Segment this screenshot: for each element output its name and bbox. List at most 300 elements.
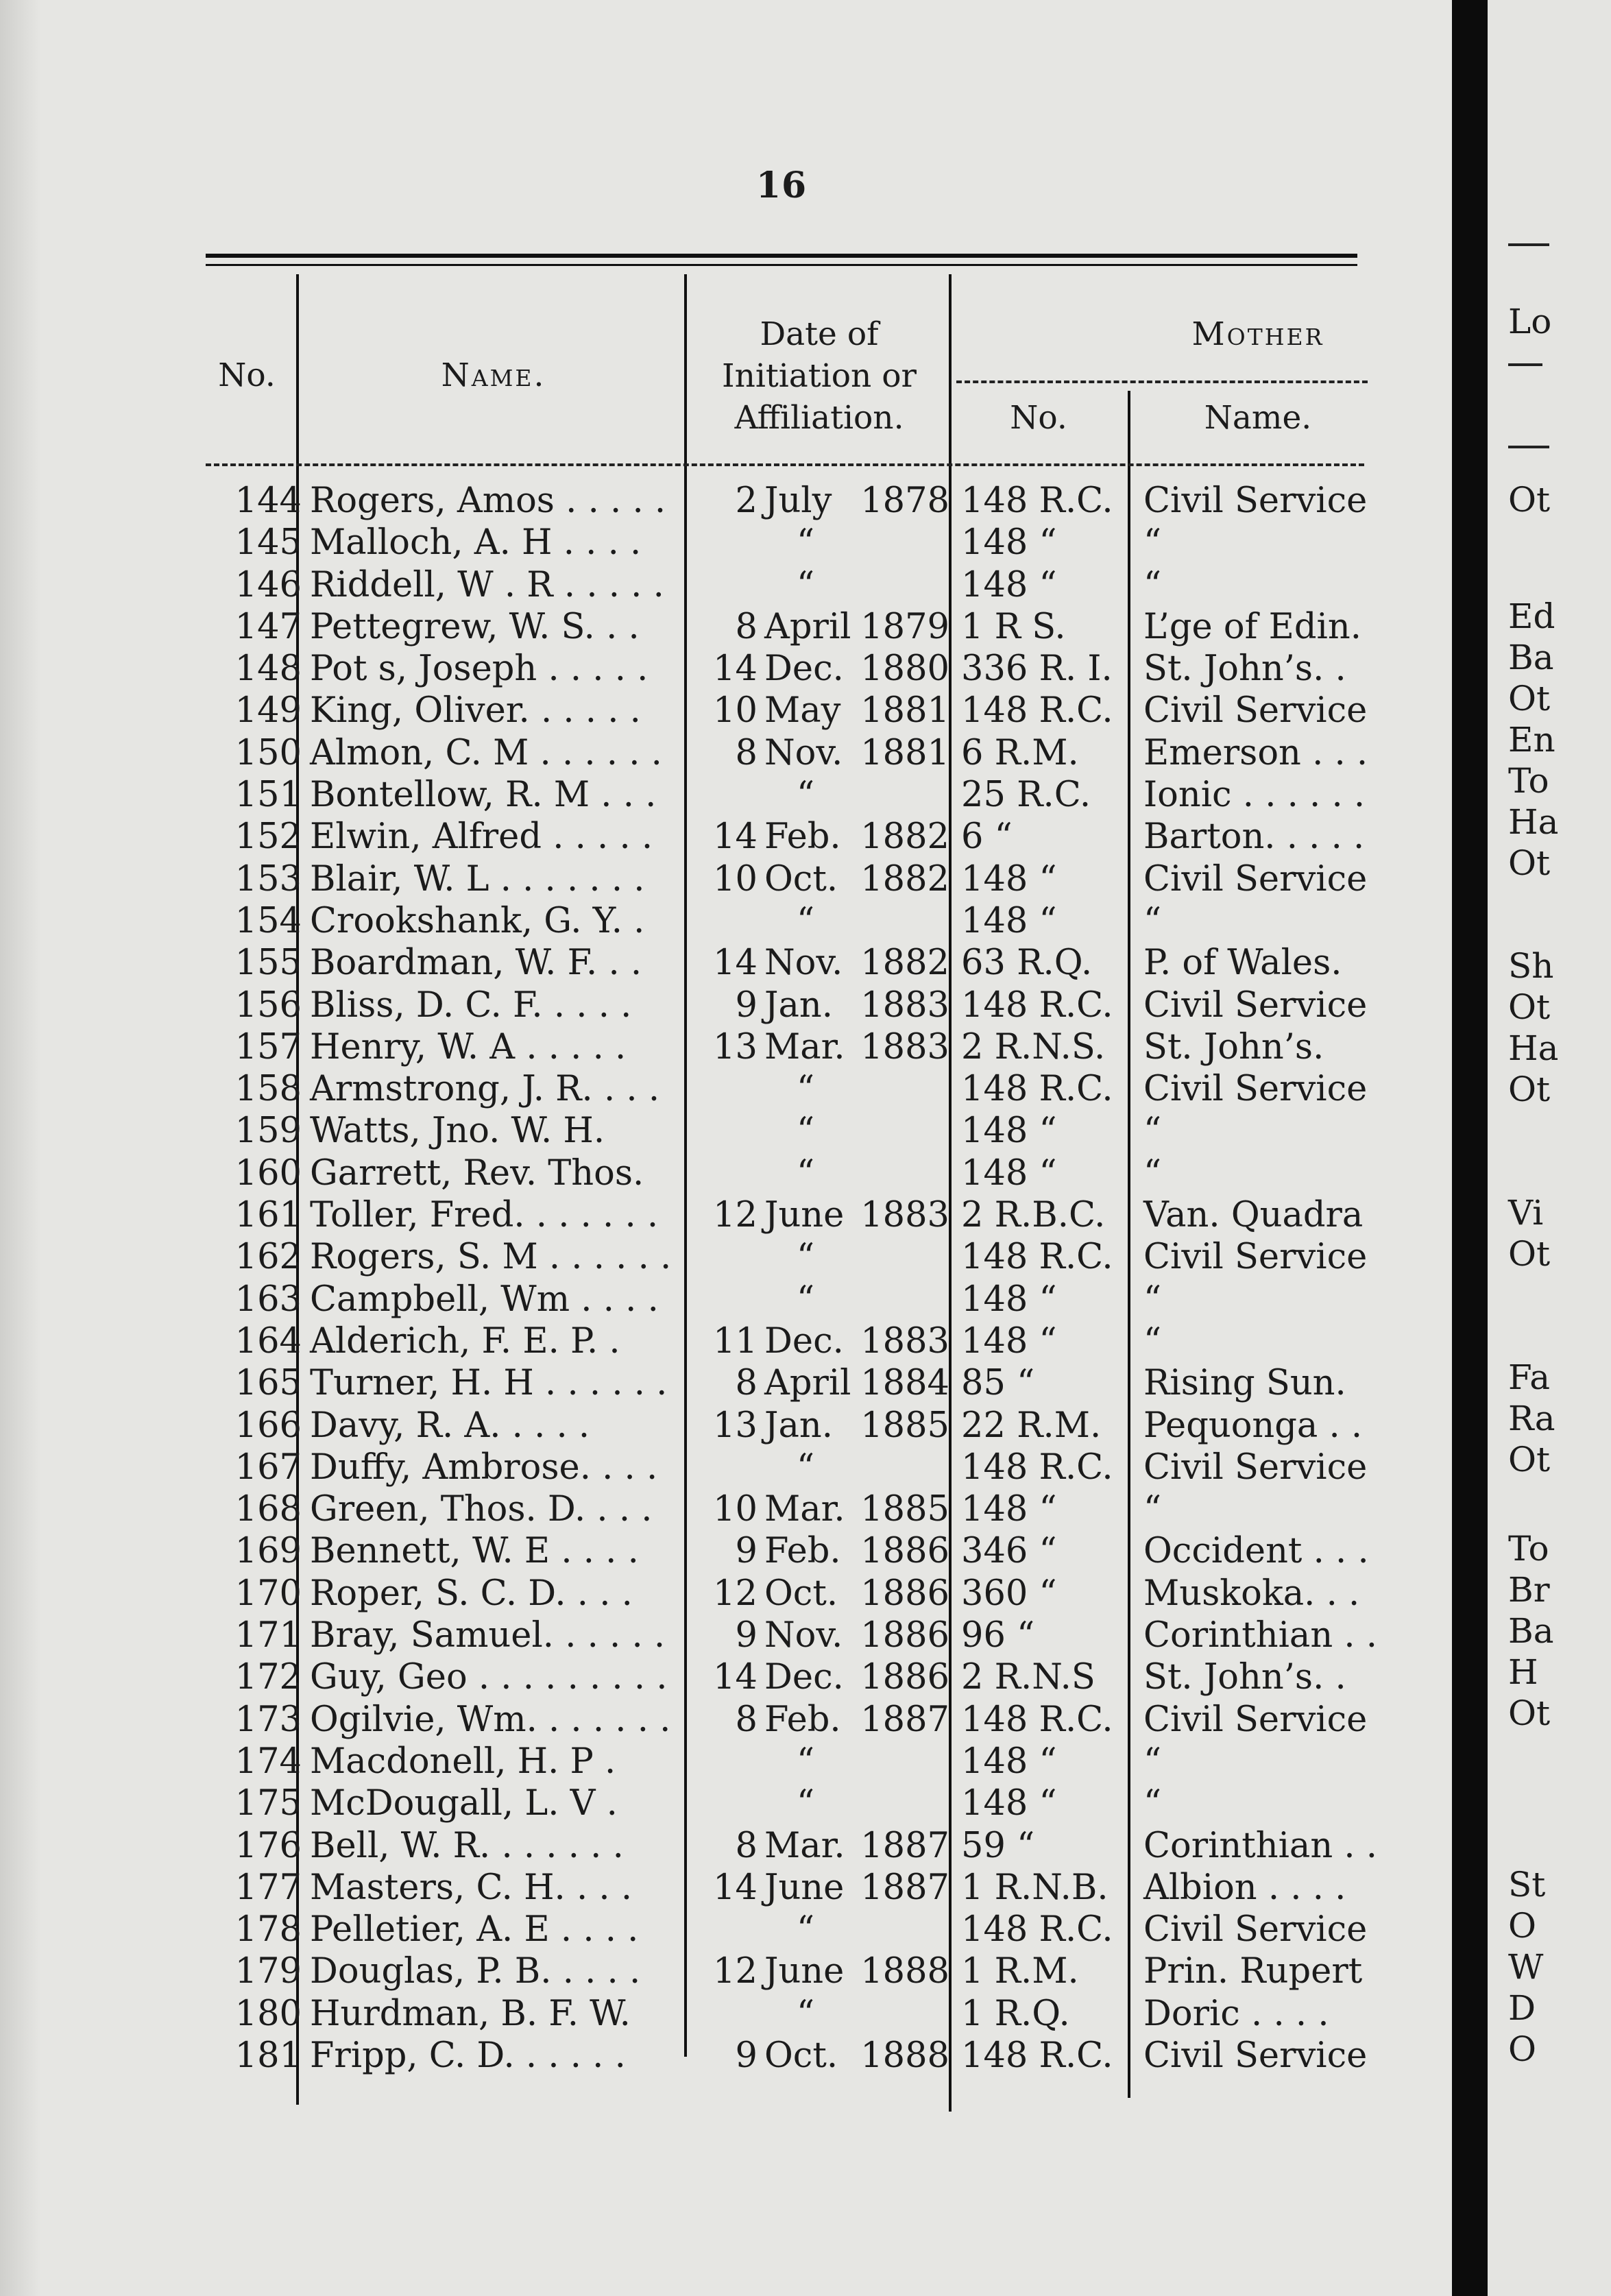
table-row <box>0 1909 1452 1950</box>
facing-page-fragment: Ot <box>1508 843 1551 883</box>
member-number: 169 <box>234 1531 302 1572</box>
member-name: Bell, W. R. . . . . . . <box>310 1825 624 1866</box>
initiation-month: July <box>764 481 832 521</box>
member-name: King, Oliver. . . . . . <box>310 690 641 732</box>
member-name: Green, Thos. D. . . . <box>310 1489 653 1530</box>
initiation-month: Nov. <box>764 943 843 984</box>
initiation-year: 1887 <box>860 1699 949 1740</box>
initiation-year: 1888 <box>860 2035 949 2076</box>
header-date-line2: Initiation or <box>722 357 917 395</box>
mother-lodge-number: 148 R.C. <box>961 690 1113 732</box>
header-name: Name. <box>441 357 546 394</box>
initiation-day: 11 <box>713 1320 758 1362</box>
initiation-year: 1888 <box>860 1951 949 1992</box>
member-name: Rogers, S. M . . . . . . <box>310 1237 672 1278</box>
member-name: Almon, C. M . . . . . . <box>310 732 662 773</box>
mother-lodge-number: 336 R. I. <box>961 649 1113 690</box>
member-name: Hurdman, B. F. W. <box>310 1993 631 2034</box>
mother-lodge-number: 148 “ <box>961 522 1057 564</box>
facing-page-fragment: Ot <box>1508 1070 1551 1109</box>
initiation-day: 14 <box>713 649 758 690</box>
initiation-month: “ <box>796 1993 815 2034</box>
table-row <box>0 2035 1452 2077</box>
initiation-month: June <box>764 1195 845 1236</box>
initiation-month: Oct. <box>764 858 838 899</box>
member-number: 174 <box>234 1741 302 1782</box>
mother-lodge-number: 148 “ <box>961 1489 1057 1530</box>
initiation-month: “ <box>796 564 815 605</box>
facing-page <box>1488 0 1611 2296</box>
member-name: Crookshank, G. Y. . <box>310 900 645 941</box>
member-number: 149 <box>234 690 302 732</box>
member-number: 162 <box>234 1237 302 1278</box>
facing-page-fragment: To <box>1508 1529 1549 1569</box>
member-number: 175 <box>234 1783 302 1824</box>
mother-lodge-number: 85 “ <box>961 1363 1035 1404</box>
member-number: 156 <box>234 984 302 1026</box>
member-name: Armstrong, J. R. . . . <box>310 1069 660 1110</box>
member-number: 147 <box>234 606 302 647</box>
header-mother-rule <box>956 380 1368 383</box>
mother-lodge-name: Civil Service <box>1143 1909 1368 1950</box>
mother-lodge-name: Ionic . . . . . . <box>1143 775 1366 816</box>
table-row <box>0 1950 1452 1992</box>
member-name: Turner, H. H . . . . . . <box>310 1363 668 1404</box>
member-number: 155 <box>234 943 302 984</box>
initiation-day: 9 <box>735 2035 758 2076</box>
table-row <box>0 1699 1452 1741</box>
mother-lodge-name: “ <box>1143 1279 1162 1320</box>
table-row <box>0 1362 1452 1404</box>
initiation-year: 1878 <box>860 481 949 521</box>
mother-lodge-number: 22 R.M. <box>961 1405 1102 1446</box>
mother-lodge-number: 2 R.N.S. <box>961 1026 1106 1067</box>
member-name: McDougall, L. V . <box>310 1783 618 1824</box>
initiation-month: Nov. <box>764 1615 843 1656</box>
initiation-month: Feb. <box>764 817 841 858</box>
initiation-month: “ <box>796 1237 815 1278</box>
member-number: 172 <box>234 1657 302 1698</box>
mother-lodge-number: 148 “ <box>961 1111 1057 1152</box>
mother-lodge-number: 148 “ <box>961 1279 1057 1320</box>
initiation-month: April <box>764 606 851 647</box>
table-row <box>0 564 1452 606</box>
table-row <box>0 1194 1452 1236</box>
table-row <box>0 1867 1452 1909</box>
initiation-day: 14 <box>713 817 758 858</box>
initiation-day: 10 <box>713 1489 758 1530</box>
initiation-month: “ <box>796 1069 815 1110</box>
facing-page-fragment: Ot <box>1508 1234 1551 1274</box>
table-row <box>0 858 1452 900</box>
member-name: Watts, Jno. W. H. <box>310 1111 605 1152</box>
initiation-day: 13 <box>713 1405 758 1446</box>
mother-lodge-number: 148 R.C. <box>961 1237 1113 1278</box>
facing-page-fragment: Ba <box>1508 1611 1554 1651</box>
initiation-day: 12 <box>713 1573 758 1614</box>
member-table <box>0 480 1452 2077</box>
mother-lodge-name: “ <box>1143 900 1162 941</box>
member-name: Boardman, W. F. . . <box>310 943 642 984</box>
facing-page-fragment: H <box>1508 1652 1538 1692</box>
facing-page-fragment: St <box>1508 1865 1546 1905</box>
member-name: Bliss, D. C. F. . . . . <box>310 984 632 1026</box>
table-row <box>0 1783 1452 1824</box>
initiation-month: “ <box>796 1111 815 1152</box>
initiation-day: 10 <box>713 690 758 732</box>
member-number: 161 <box>234 1195 302 1236</box>
table-row <box>0 480 1452 522</box>
mother-lodge-name: Albion . . . . <box>1143 1867 1346 1908</box>
initiation-year: 1883 <box>860 984 949 1026</box>
member-name: Fripp, C. D. . . . . . <box>310 2035 626 2076</box>
mother-lodge-number: 1 R S. <box>961 606 1066 647</box>
facing-page-fragment: Ha <box>1508 802 1559 842</box>
initiation-month: Oct. <box>764 1573 838 1614</box>
member-number: 176 <box>234 1825 302 1866</box>
mother-lodge-number: 148 R.C. <box>961 1447 1113 1488</box>
member-name: Ogilvie, Wm. . . . . . . <box>310 1699 671 1740</box>
mother-lodge-name: Civil Service <box>1143 1069 1368 1110</box>
initiation-month: May <box>764 690 841 732</box>
facing-page-fragment: O <box>1508 1906 1536 1946</box>
facing-page-fragment: W <box>1508 1947 1544 1987</box>
member-name: Elwin, Alfred . . . . . <box>310 817 653 858</box>
member-number: 163 <box>234 1279 302 1320</box>
table-row <box>0 900 1452 942</box>
member-number: 144 <box>234 481 302 521</box>
table-row <box>0 942 1452 984</box>
initiation-day: 13 <box>713 1026 758 1067</box>
initiation-month: “ <box>796 1447 815 1488</box>
member-name: Davy, R. A. . . . . <box>310 1405 590 1446</box>
header-mother-no: No. <box>1010 399 1067 437</box>
facing-page-fragment: D <box>1508 1988 1536 2028</box>
initiation-day: 8 <box>735 1363 758 1404</box>
mother-lodge-name: St. John’s. <box>1143 1026 1324 1067</box>
mother-lodge-name: Civil Service <box>1143 481 1368 521</box>
facing-page-fragment: Ed <box>1508 596 1555 636</box>
mother-lodge-name: Civil Service <box>1143 690 1368 732</box>
initiation-month: Dec. <box>764 1320 844 1362</box>
table-row <box>0 1110 1452 1152</box>
mother-lodge-name: Doric . . . . <box>1143 1993 1329 2034</box>
member-number: 150 <box>234 732 302 773</box>
table-row <box>0 648 1452 690</box>
member-number: 168 <box>234 1489 302 1530</box>
mother-lodge-number: 148 “ <box>961 858 1057 899</box>
mother-lodge-number: 59 “ <box>961 1825 1035 1866</box>
initiation-day: 9 <box>735 1531 758 1572</box>
initiation-month: “ <box>796 900 815 941</box>
initiation-month: “ <box>796 775 815 816</box>
mother-lodge-name: “ <box>1143 1489 1162 1530</box>
member-name: Bennett, W. E . . . . <box>310 1531 639 1572</box>
table-row <box>0 1825 1452 1867</box>
initiation-year: 1886 <box>860 1657 949 1698</box>
member-number: 165 <box>234 1363 302 1404</box>
mother-lodge-number: 6 R.M. <box>961 732 1079 773</box>
mother-lodge-name: “ <box>1143 1783 1162 1824</box>
initiation-month: Oct. <box>764 2035 838 2076</box>
member-number: 180 <box>234 1993 302 2034</box>
initiation-day: 14 <box>713 1657 758 1698</box>
member-number: 152 <box>234 817 302 858</box>
header-date-line3: Affiliation. <box>734 399 904 437</box>
member-name: Bontellow, R. M . . . <box>310 775 657 816</box>
member-number: 171 <box>234 1615 302 1656</box>
mother-lodge-number: 2 R.B.C. <box>961 1195 1106 1236</box>
mother-lodge-name: Civil Service <box>1143 2035 1368 2076</box>
header-underline <box>206 463 1364 466</box>
member-number: 148 <box>234 649 302 690</box>
table-row <box>0 1741 1452 1783</box>
mother-lodge-number: 148 R.C. <box>961 1069 1113 1110</box>
member-name: Garrett, Rev. Thos. <box>310 1152 644 1194</box>
mother-lodge-number: 148 “ <box>961 1783 1057 1824</box>
initiation-year: 1879 <box>860 606 949 647</box>
table-row <box>0 1447 1452 1488</box>
member-number: 173 <box>234 1699 302 1740</box>
initiation-day: 2 <box>735 481 758 521</box>
table-row <box>0 1993 1452 2035</box>
initiation-year: 1881 <box>860 690 949 732</box>
facing-page-fragment: Br <box>1508 1570 1550 1610</box>
member-number: 179 <box>234 1951 302 1992</box>
mother-lodge-name: “ <box>1143 564 1162 605</box>
table-row <box>0 1320 1452 1362</box>
member-name: Riddell, W . R . . . . . <box>310 564 664 605</box>
member-number: 154 <box>234 900 302 941</box>
mother-lodge-number: 148 “ <box>961 1152 1057 1194</box>
facing-page-rule <box>1508 243 1549 246</box>
header-no: No. <box>218 357 276 394</box>
header-date-line1: Date of <box>760 315 879 353</box>
facing-page-fragment: Ot <box>1508 1693 1551 1733</box>
table-row <box>0 1026 1452 1068</box>
table-row <box>0 1530 1452 1572</box>
initiation-day: 9 <box>735 984 758 1026</box>
initiation-month: June <box>764 1951 845 1992</box>
initiation-month: April <box>764 1363 851 1404</box>
member-number: 181 <box>234 2035 302 2076</box>
table-row <box>0 984 1452 1026</box>
page-number: 16 <box>755 165 808 206</box>
initiation-month: Feb. <box>764 1531 841 1572</box>
initiation-year: 1884 <box>860 1363 949 1404</box>
member-name: Pettegrew, W. S. . . <box>310 606 640 647</box>
member-number: 157 <box>234 1026 302 1067</box>
facing-page-rule <box>1508 446 1549 448</box>
facing-page-fragment: Ot <box>1508 480 1551 520</box>
table-row <box>0 732 1452 774</box>
member-number: 145 <box>234 522 302 564</box>
mother-lodge-number: 6 “ <box>961 817 1013 858</box>
member-name: Duffy, Ambrose. . . . <box>310 1447 658 1488</box>
initiation-day: 14 <box>713 943 758 984</box>
initiation-year: 1887 <box>860 1825 949 1866</box>
initiation-year: 1886 <box>860 1615 949 1656</box>
book-gutter <box>1452 0 1488 2296</box>
member-name: Henry, W. A . . . . . <box>310 1026 627 1067</box>
mother-lodge-name: Pequonga . . <box>1143 1405 1363 1446</box>
mother-lodge-name: Corinthian . . <box>1143 1825 1378 1866</box>
member-number: 151 <box>234 775 302 816</box>
initiation-month: “ <box>796 1741 815 1782</box>
member-number: 160 <box>234 1152 302 1194</box>
table-row <box>0 1656 1452 1698</box>
member-name: Guy, Geo . . . . . . . . . <box>310 1657 668 1698</box>
initiation-year: 1882 <box>860 858 949 899</box>
mother-lodge-name: Civil Service <box>1143 1447 1368 1488</box>
initiation-year: 1882 <box>860 817 949 858</box>
initiation-year: 1883 <box>860 1195 949 1236</box>
initiation-month: “ <box>796 522 815 564</box>
mother-lodge-name: Van. Quadra <box>1143 1195 1364 1236</box>
table-row <box>0 522 1452 564</box>
initiation-year: 1883 <box>860 1320 949 1362</box>
initiation-year: 1886 <box>860 1573 949 1614</box>
member-number: 167 <box>234 1447 302 1488</box>
mother-lodge-number: 96 “ <box>961 1615 1035 1656</box>
table-row <box>0 1615 1452 1656</box>
facing-page-rule <box>1508 363 1542 366</box>
facing-page-fragment: Ot <box>1508 679 1551 718</box>
initiation-year: 1881 <box>860 732 949 773</box>
mother-lodge-number: 148 R.C. <box>961 1699 1113 1740</box>
initiation-month: Nov. <box>764 732 843 773</box>
initiation-month: “ <box>796 1152 815 1194</box>
member-number: 158 <box>234 1069 302 1110</box>
facing-page-fragment: Sh <box>1508 946 1554 986</box>
mother-lodge-number: 148 R.C. <box>961 984 1113 1026</box>
initiation-month: Mar. <box>764 1489 845 1530</box>
mother-lodge-name: Barton. . . . . <box>1143 817 1365 858</box>
initiation-day: 9 <box>735 1615 758 1656</box>
mother-lodge-number: 63 R.Q. <box>961 943 1093 984</box>
member-name: Malloch, A. H . . . . <box>310 522 642 564</box>
table-row <box>0 1236 1452 1278</box>
initiation-day: 8 <box>735 606 758 647</box>
initiation-month: “ <box>796 1783 815 1824</box>
member-name: Toller, Fred. . . . . . . <box>310 1195 659 1236</box>
header-mother-name: Name. <box>1204 399 1312 437</box>
initiation-month: “ <box>796 1279 815 1320</box>
facing-page-fragment: Ha <box>1508 1028 1559 1068</box>
mother-lodge-name: Corinthian . . <box>1143 1615 1378 1656</box>
table-row <box>0 816 1452 858</box>
mother-lodge-name: Civil Service <box>1143 1699 1368 1740</box>
member-name: Douglas, P. B. . . . . <box>310 1951 641 1992</box>
initiation-month: June <box>764 1867 845 1908</box>
facing-page-fragment: En <box>1508 720 1555 760</box>
member-number: 166 <box>234 1405 302 1446</box>
member-name: Roper, S. C. D. . . . <box>310 1573 633 1614</box>
facing-page-fragment: O <box>1508 2029 1536 2069</box>
mother-lodge-number: 1 R.M. <box>961 1951 1079 1992</box>
member-number: 177 <box>234 1867 302 1908</box>
facing-page-fragment: Ra <box>1508 1399 1555 1438</box>
table-row <box>0 606 1452 648</box>
initiation-month: Mar. <box>764 1026 845 1067</box>
member-name: Alderich, F. E. P. . <box>310 1320 620 1362</box>
facing-page-fragment: To <box>1508 761 1549 801</box>
mother-lodge-name: “ <box>1143 1320 1162 1362</box>
facing-page-fragment: Ot <box>1508 1440 1551 1479</box>
initiation-month: Jan. <box>764 1405 833 1446</box>
mother-lodge-number: 148 R.C. <box>961 1909 1113 1950</box>
table-row <box>0 1068 1452 1110</box>
facing-page-fragment: Vi <box>1508 1193 1544 1233</box>
member-number: 146 <box>234 564 302 605</box>
mother-lodge-number: 25 R.C. <box>961 775 1091 816</box>
top-rule-thin <box>206 264 1357 266</box>
table-row <box>0 1279 1452 1320</box>
mother-lodge-name: St. John’s. . <box>1143 649 1346 690</box>
initiation-day: 8 <box>735 732 758 773</box>
initiation-day: 8 <box>735 1699 758 1740</box>
member-name: Rogers, Amos . . . . . <box>310 481 666 521</box>
mother-lodge-number: 2 R.N.S <box>961 1657 1095 1698</box>
mother-lodge-name: Civil Service <box>1143 1237 1368 1278</box>
initiation-year: 1885 <box>860 1489 949 1530</box>
member-name: Campbell, Wm . . . . <box>310 1279 659 1320</box>
mother-lodge-name: Civil Service <box>1143 984 1368 1026</box>
initiation-year: 1886 <box>860 1531 949 1572</box>
facing-page-fragment: Ba <box>1508 638 1554 677</box>
initiation-month: Jan. <box>764 984 833 1026</box>
mother-lodge-name: “ <box>1143 1741 1162 1782</box>
member-name: Pelletier, A. E . . . . <box>310 1909 639 1950</box>
facing-page-fragment: Fa <box>1508 1357 1551 1397</box>
table-row <box>0 690 1452 732</box>
mother-lodge-name: St. John’s. . <box>1143 1657 1346 1698</box>
member-name: Macdonell, H. P . <box>310 1741 616 1782</box>
mother-lodge-name: Rising Sun. <box>1143 1363 1346 1404</box>
mother-lodge-name: Civil Service <box>1143 858 1368 899</box>
mother-lodge-number: 148 “ <box>961 1741 1057 1782</box>
mother-lodge-number: 148 R.C. <box>961 481 1113 521</box>
mother-lodge-number: 1 R.Q. <box>961 1993 1070 2034</box>
member-number: 153 <box>234 858 302 899</box>
initiation-day: 8 <box>735 1825 758 1866</box>
mother-lodge-name: Occident . . . <box>1143 1531 1369 1572</box>
initiation-year: 1882 <box>860 943 949 984</box>
mother-lodge-number: 148 R.C. <box>961 2035 1113 2076</box>
table-row <box>0 1573 1452 1615</box>
initiation-month: Feb. <box>764 1699 841 1740</box>
mother-lodge-name: “ <box>1143 522 1162 564</box>
table-row <box>0 1405 1452 1447</box>
mother-lodge-name: Muskoka. . . <box>1143 1573 1360 1614</box>
member-name: Pot s, Joseph . . . . . <box>310 649 649 690</box>
member-name: Masters, C. H. . . . <box>310 1867 633 1908</box>
table-row <box>0 1488 1452 1530</box>
mother-lodge-number: 148 “ <box>961 1320 1057 1362</box>
mother-lodge-number: 148 “ <box>961 564 1057 605</box>
mother-lodge-number: 346 “ <box>961 1531 1057 1572</box>
mother-lodge-name: Prin. Rupert <box>1143 1951 1363 1992</box>
facing-page-header: Lo <box>1508 302 1552 341</box>
header-mother: Mother <box>1191 315 1324 353</box>
initiation-month: “ <box>796 1909 815 1950</box>
mother-lodge-name: P. of Wales. <box>1143 943 1342 984</box>
facing-page-fragment: Ot <box>1508 987 1551 1027</box>
mother-lodge-name: Emerson . . . <box>1143 732 1368 773</box>
mother-lodge-number: 148 “ <box>961 900 1057 941</box>
table-row <box>0 1152 1452 1194</box>
member-number: 178 <box>234 1909 302 1950</box>
